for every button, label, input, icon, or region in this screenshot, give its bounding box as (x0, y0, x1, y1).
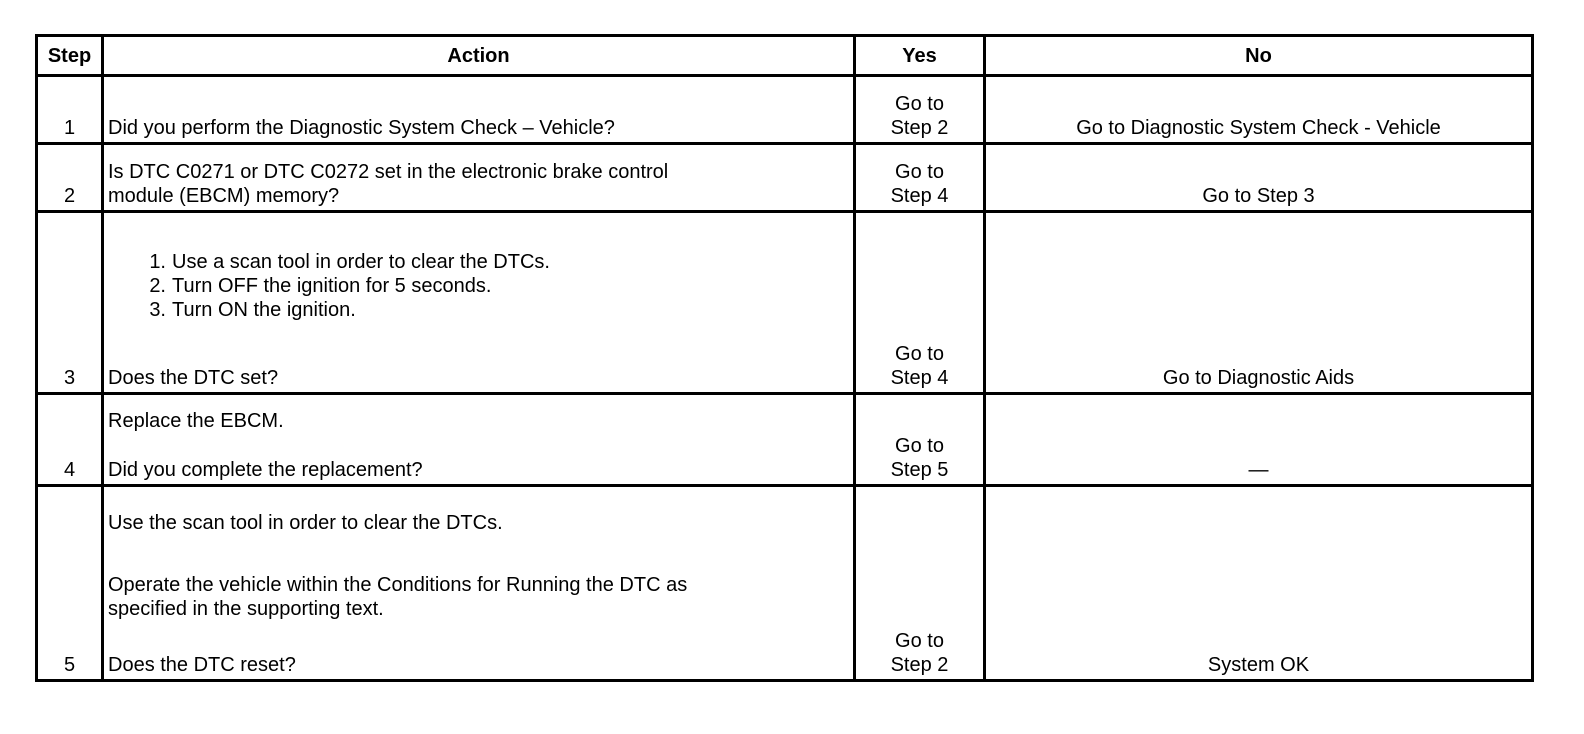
no-cell: Go to Diagnostic Aids (985, 212, 1533, 394)
header-row (37, 36, 1533, 76)
yes-cell (855, 76, 985, 144)
yes-goto-label: Go to (895, 343, 944, 365)
table-row-step-3 (37, 212, 1533, 394)
action-cell (103, 76, 855, 144)
substep-number: 2. (149, 275, 166, 297)
action-text: Did you perform the Diagnostic System Check – Vehicle? (108, 117, 615, 139)
step-number: 1 (37, 76, 103, 144)
table-row-step-1 (37, 76, 1533, 144)
substep-text: Turn OFF the ignition for 5 seconds. (172, 275, 492, 297)
step-number: 5 (37, 486, 103, 681)
no-cell: Go to Step 3 (985, 144, 1533, 212)
header-step: Step (37, 36, 103, 76)
action-question: Does the DTC reset? (108, 654, 296, 676)
header-action: Action (103, 36, 855, 76)
yes-goto-target: Step 2 (890, 654, 949, 676)
yes-goto-target: Step 2 (890, 117, 949, 139)
yes-goto-target: Step 4 (890, 185, 949, 207)
table-row-step-4 (37, 394, 1533, 486)
yes-cell (855, 394, 985, 486)
diagnostic-steps-table (35, 34, 1534, 682)
yes-cell (855, 144, 985, 212)
substep-number: 3. (149, 299, 166, 321)
action-question: Did you complete the replacement? (108, 459, 423, 481)
substep-list (108, 250, 849, 322)
header-no: No (985, 36, 1533, 76)
yes-goto-target: Step 4 (890, 367, 949, 389)
action-cell (103, 486, 855, 681)
step-number: 3 (37, 212, 103, 394)
substep-item (149, 298, 849, 322)
table-row-step-2 (37, 144, 1533, 212)
action-cell (103, 394, 855, 486)
yes-goto-label: Go to (895, 161, 944, 183)
table-row-step-5 (37, 486, 1533, 681)
yes-goto-label: Go to (895, 93, 944, 115)
substep-item (149, 274, 849, 298)
header-yes: Yes (855, 36, 985, 76)
no-cell: System OK (985, 486, 1533, 681)
action-text: Operate the vehicle within the Conditions for Running the DTC as (108, 574, 688, 596)
yes-cell (855, 486, 985, 681)
substep-item (149, 250, 849, 274)
substep-text: Turn ON the ignition. (172, 299, 356, 321)
yes-cell (855, 212, 985, 394)
action-text: Is DTC C0271 or DTC C0272 set in the electronic brake control (108, 161, 669, 183)
step-number: 2 (37, 144, 103, 212)
no-cell: — (985, 394, 1533, 486)
substep-number: 1. (149, 251, 166, 273)
yes-goto-label: Go to (895, 630, 944, 652)
action-text: Replace the EBCM. (108, 410, 284, 432)
action-text: module (EBCM) memory? (108, 185, 340, 207)
action-text: Use the scan tool in order to clear the DTCs. (108, 512, 503, 534)
action-cell (103, 212, 855, 394)
action-text: specified in the supporting text. (108, 598, 384, 620)
action-cell (103, 144, 855, 212)
step-number: 4 (37, 394, 103, 486)
yes-goto-label: Go to (895, 435, 944, 457)
substep-text: Use a scan tool in order to clear the DTCs. (172, 251, 550, 273)
yes-goto-target: Step 5 (890, 459, 949, 481)
action-question: Does the DTC set? (108, 367, 279, 389)
no-cell: Go to Diagnostic System Check - Vehicle (985, 76, 1533, 144)
